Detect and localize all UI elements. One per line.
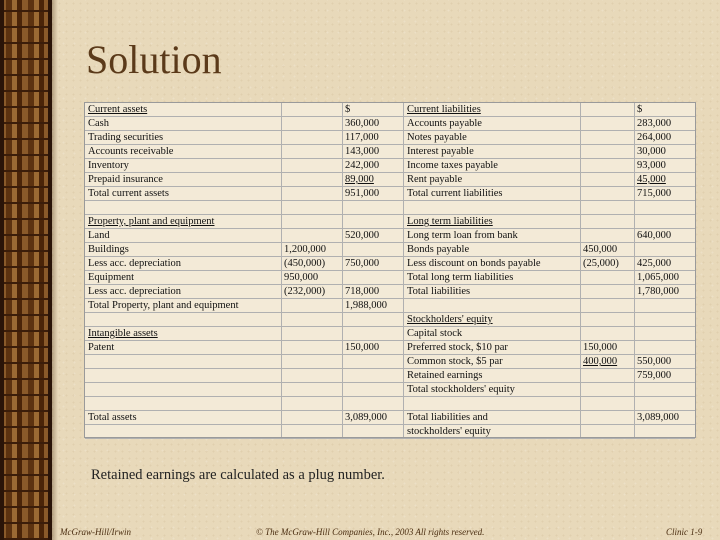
table-cell: Long term liabilities (407, 216, 493, 227)
table-cell: Patent (88, 342, 115, 353)
table-cell: 1,065,000 (637, 272, 679, 283)
plug-number-note: Retained earnings are calculated as a plug number. (91, 467, 385, 483)
table-row (85, 187, 695, 201)
table-cell: 640,000 (637, 230, 672, 241)
table-cell: Total liabilities (407, 286, 471, 297)
table-cell: Common stock, $5 par (407, 356, 503, 367)
table-cell: Current assets (88, 104, 148, 115)
footer-slide-number: Clinic 1-9 (666, 527, 703, 537)
table-cell: Less acc. depreciation (88, 258, 181, 269)
table-cell: 150,000 (583, 342, 618, 353)
table-cell: Accounts payable (407, 118, 482, 129)
table-cell: 45,000 (637, 174, 666, 185)
table-row (85, 425, 695, 439)
table-cell: $ (345, 104, 351, 115)
slide-title: Solution (86, 37, 222, 82)
table-cell: 1,200,000 (284, 244, 326, 255)
table-cell: 89,000 (345, 174, 374, 185)
table-cell: $ (637, 104, 643, 115)
table-row (85, 103, 695, 117)
table-row (85, 313, 695, 327)
table-row (85, 215, 695, 229)
table-cell: Stockholders' equity (407, 314, 493, 325)
table-row (85, 145, 695, 159)
table-cell: Rent payable (407, 174, 463, 185)
table-cell: (450,000) (284, 258, 326, 269)
table-row (85, 173, 695, 187)
table-cell: 400,000 (583, 356, 618, 367)
table-cell: Intangible assets (88, 328, 158, 339)
table-cell: 283,000 (637, 118, 672, 129)
table-cell: Equipment (88, 272, 135, 283)
table-cell: Land (88, 230, 110, 241)
table-cell: Long term loan from bank (407, 230, 518, 241)
table-row (85, 201, 695, 215)
table-row (85, 299, 695, 313)
table-cell: Buildings (88, 244, 129, 255)
table-cell: 242,000 (345, 160, 380, 171)
strip-shadow (52, 0, 58, 540)
table-cell: 951,000 (345, 188, 380, 199)
table-cell: stockholders' equity (407, 426, 491, 437)
table-cell: 450,000 (583, 244, 618, 255)
table-cell: 950,000 (284, 272, 319, 283)
table-cell: Income taxes payable (407, 160, 498, 171)
table-cell: Total liabilities and (407, 412, 488, 423)
table-cell: Bonds payable (407, 244, 470, 255)
table-cell: Interest payable (407, 146, 474, 157)
table-cell: (25,000) (583, 258, 619, 269)
table-cell: (232,000) (284, 286, 326, 297)
table-cell: 360,000 (345, 118, 380, 129)
table-cell: 264,000 (637, 132, 672, 143)
table-cell: Preferred stock, $10 par (407, 342, 508, 353)
table-cell: Prepaid insurance (88, 174, 163, 185)
table-cell: Accounts receivable (88, 146, 174, 157)
table-cell: 3,089,000 (637, 412, 679, 423)
table-cell: Capital stock (407, 328, 463, 339)
table-cell: Total current assets (88, 188, 169, 199)
table-cell: Retained earnings (407, 370, 483, 381)
decorative-side-strip (0, 0, 52, 540)
table-cell: Cash (88, 118, 109, 129)
table-cell: Notes payable (407, 132, 467, 143)
table-cell: 425,000 (637, 258, 672, 269)
table-cell: 1,988,000 (345, 300, 387, 311)
table-cell: Less acc. depreciation (88, 286, 181, 297)
table-cell: Trading securities (88, 132, 164, 143)
footer-copyright: © The McGraw-Hill Companies, Inc., 2003 All rights reserved. (256, 527, 485, 537)
table-cell: 520,000 (345, 230, 380, 241)
table-row (85, 355, 695, 369)
table-cell: 3,089,000 (345, 412, 387, 423)
table-cell: 143,000 (345, 146, 380, 157)
table-cell: 718,000 (345, 286, 380, 297)
table-cell: 550,000 (637, 356, 672, 367)
table-row (85, 397, 695, 411)
table-cell: Total stockholders' equity (407, 384, 515, 395)
table-cell: Current liabilities (407, 104, 481, 115)
table-cell: Property, plant and equipment (88, 216, 215, 227)
table-cell: 1,780,000 (637, 286, 679, 297)
balance-sheet-table (84, 102, 696, 438)
table-cell: 759,000 (637, 370, 672, 381)
table-cell: Total current liabilities (407, 188, 503, 199)
table-cell: Total long term liabilities (407, 272, 514, 283)
table-row (85, 369, 695, 383)
table-row (85, 271, 695, 285)
table-row (85, 411, 695, 425)
table-row (85, 327, 695, 341)
table-cell: 117,000 (345, 132, 379, 143)
table-row (85, 131, 695, 145)
table-cell: 750,000 (345, 258, 380, 269)
table-row (85, 341, 695, 355)
table-cell: Total Property, plant and equipment (88, 300, 239, 311)
table-row (85, 243, 695, 257)
table-row (85, 229, 695, 243)
table-cell: 93,000 (637, 160, 666, 171)
table-cell: 150,000 (345, 342, 380, 353)
table-row (85, 117, 695, 131)
footer-publisher: McGraw-Hill/Irwin (60, 527, 131, 537)
table-row (85, 159, 695, 173)
table-cell: 715,000 (637, 188, 672, 199)
table-cell: Less discount on bonds payable (407, 258, 541, 269)
table-row (85, 285, 695, 299)
table-cell: 30,000 (637, 146, 666, 157)
table-row (85, 257, 695, 271)
table-cell: Inventory (88, 160, 129, 171)
table-cell: Total assets (88, 412, 137, 423)
table-row (85, 383, 695, 397)
